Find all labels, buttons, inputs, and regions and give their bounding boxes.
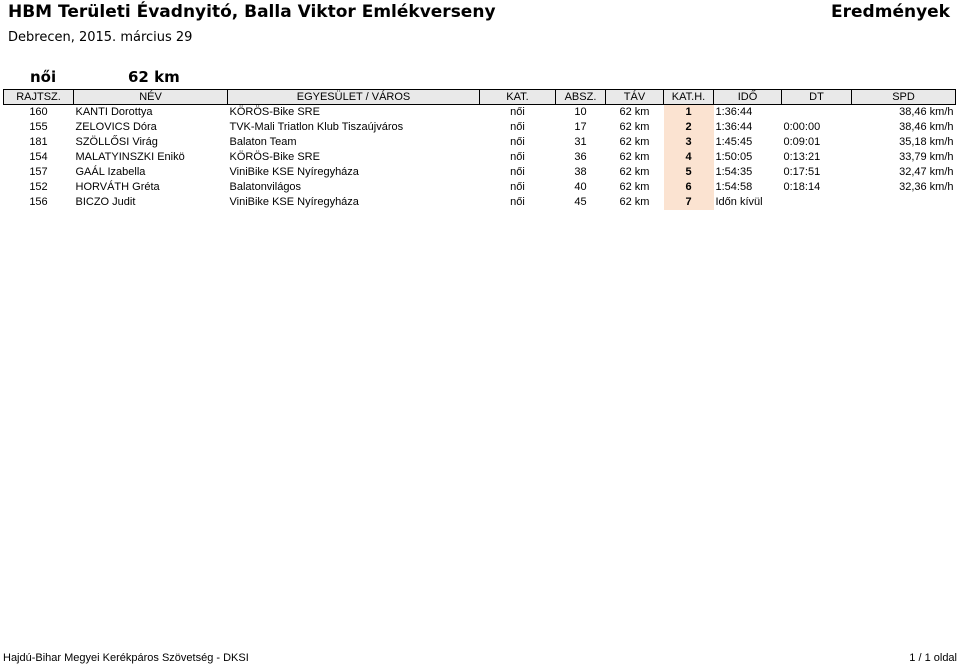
column-header-kath: KAT.H. xyxy=(664,90,714,105)
cell-club: ViniBike KSE Nyíregyháza xyxy=(229,196,359,208)
cell-absolute-rank: 36 xyxy=(574,151,587,163)
column-header-absz: ABSZ. xyxy=(556,90,606,105)
cell-club: ViniBike KSE Nyíregyháza xyxy=(229,166,359,178)
cell-time-diff xyxy=(782,195,852,210)
cell-speed: 32,47 km/h xyxy=(899,166,954,178)
cell-time: 1:54:35 xyxy=(715,166,753,178)
cell-category-place: 1 xyxy=(664,105,714,121)
column-header-spd: SPD xyxy=(852,90,956,105)
cell-category: női xyxy=(510,181,525,193)
event-location-date: Debrecen, 2015. március 29 xyxy=(8,30,193,45)
cell-distance: 62 km xyxy=(619,151,650,163)
cell-club: KÖRÖS-Bike SRE xyxy=(229,151,320,163)
cell-absolute-rank: 45 xyxy=(574,196,587,208)
cell-time-diff: 0:18:14 xyxy=(783,181,821,193)
cell-distance: 62 km xyxy=(619,181,650,193)
results-table xyxy=(3,89,956,210)
cell-category-place: 5 xyxy=(664,165,714,180)
cell-name: SZÖLLŐSI Virág xyxy=(75,136,158,148)
cell-category-place: 6 xyxy=(664,180,714,195)
column-header-ido: IDŐ xyxy=(714,90,782,105)
cell-absolute-rank: 17 xyxy=(574,121,587,133)
table-row xyxy=(4,105,956,121)
footer-page-number: 1 / 1 oldal xyxy=(909,652,957,664)
column-header-egyesulet: EGYESÜLET / VÁROS xyxy=(228,90,480,105)
cell-rajtsz: 154 xyxy=(29,151,48,163)
cell-category-place: 4 xyxy=(664,150,714,165)
cell-distance: 62 km xyxy=(619,196,650,208)
cell-rajtsz: 181 xyxy=(29,136,48,148)
cell-absolute-rank: 38 xyxy=(574,166,587,178)
cell-rajtsz: 157 xyxy=(29,166,48,178)
cell-name: KANTI Dorottya xyxy=(75,106,153,118)
table-row xyxy=(4,120,956,135)
cell-time-diff: 0:17:51 xyxy=(783,166,821,178)
cell-time: 1:50:05 xyxy=(715,151,753,163)
column-header-nev: NÉV xyxy=(74,90,228,105)
cell-time-diff: 0:09:01 xyxy=(783,136,821,148)
cell-club: KÖRÖS-Bike SRE xyxy=(229,106,320,118)
cell-distance: 62 km xyxy=(619,136,650,148)
cell-club: Balaton Team xyxy=(229,136,297,148)
cell-name: MALATYINSZKI Enikö xyxy=(75,151,185,163)
cell-absolute-rank: 10 xyxy=(574,106,587,118)
cell-category-place: 2 xyxy=(664,120,714,135)
cell-speed: 38,46 km/h xyxy=(899,106,954,118)
category-label: női xyxy=(30,68,57,86)
page-title: HBM Területi Évadnyitó, Balla Viktor Emlékverseny xyxy=(8,2,496,22)
cell-rajtsz: 152 xyxy=(29,181,48,193)
cell-time: Időn kívül xyxy=(715,196,763,208)
table-row xyxy=(4,180,956,195)
table-row xyxy=(4,195,956,210)
cell-speed: 35,18 km/h xyxy=(899,136,954,148)
cell-rajtsz: 160 xyxy=(29,106,48,118)
table-row xyxy=(4,135,956,150)
results-label: Eredmények xyxy=(831,2,950,22)
cell-category-place: 7 xyxy=(664,195,714,210)
column-header-rajtsz: RAJTSZ. xyxy=(4,90,74,105)
footer-organization: Hajdú-Bihar Megyei Kerékpáros Szövetség - DKSI xyxy=(3,652,249,664)
cell-club: TVK-Mali Triatlon Klub Tiszaújváros xyxy=(229,121,404,133)
cell-category: női xyxy=(510,106,525,118)
cell-category-place: 3 xyxy=(664,135,714,150)
cell-time: 1:36:44 xyxy=(715,121,753,133)
cell-time-diff: 0:13:21 xyxy=(783,151,821,163)
cell-category: női xyxy=(510,166,525,178)
cell-speed: 33,79 km/h xyxy=(899,151,954,163)
cell-rajtsz: 155 xyxy=(29,121,48,133)
cell-name: ZELOVICS Dóra xyxy=(75,121,157,133)
distance-label: 62 km xyxy=(128,68,180,86)
cell-rajtsz: 156 xyxy=(29,196,48,208)
column-header-kat: KAT. xyxy=(480,90,556,105)
cell-name: GAÁL Izabella xyxy=(75,166,146,178)
cell-time-diff: 0:00:00 xyxy=(783,121,821,133)
cell-category: női xyxy=(510,136,525,148)
cell-category: női xyxy=(510,151,525,163)
cell-distance: 62 km xyxy=(619,106,650,118)
cell-time: 1:36:44 xyxy=(715,106,753,118)
cell-absolute-rank: 31 xyxy=(574,136,587,148)
table-header-row xyxy=(4,90,956,105)
table-row xyxy=(4,165,956,180)
cell-time-diff xyxy=(782,105,852,121)
cell-time: 1:54:58 xyxy=(715,181,753,193)
cell-speed xyxy=(852,195,956,210)
cell-speed: 38,46 km/h xyxy=(899,121,954,133)
cell-speed: 32,36 km/h xyxy=(899,181,954,193)
column-header-dt: DT xyxy=(782,90,852,105)
table-row xyxy=(4,150,956,165)
cell-distance: 62 km xyxy=(619,166,650,178)
cell-absolute-rank: 40 xyxy=(574,181,587,193)
cell-name: HORVÁTH Gréta xyxy=(75,181,160,193)
cell-time: 1:45:45 xyxy=(715,136,753,148)
column-header-tav: TÁV xyxy=(606,90,664,105)
cell-category: női xyxy=(510,121,525,133)
cell-club: Balatonvilágos xyxy=(229,181,302,193)
cell-category: női xyxy=(510,196,525,208)
cell-name: BICZO Judit xyxy=(75,196,136,208)
cell-distance: 62 km xyxy=(619,121,650,133)
